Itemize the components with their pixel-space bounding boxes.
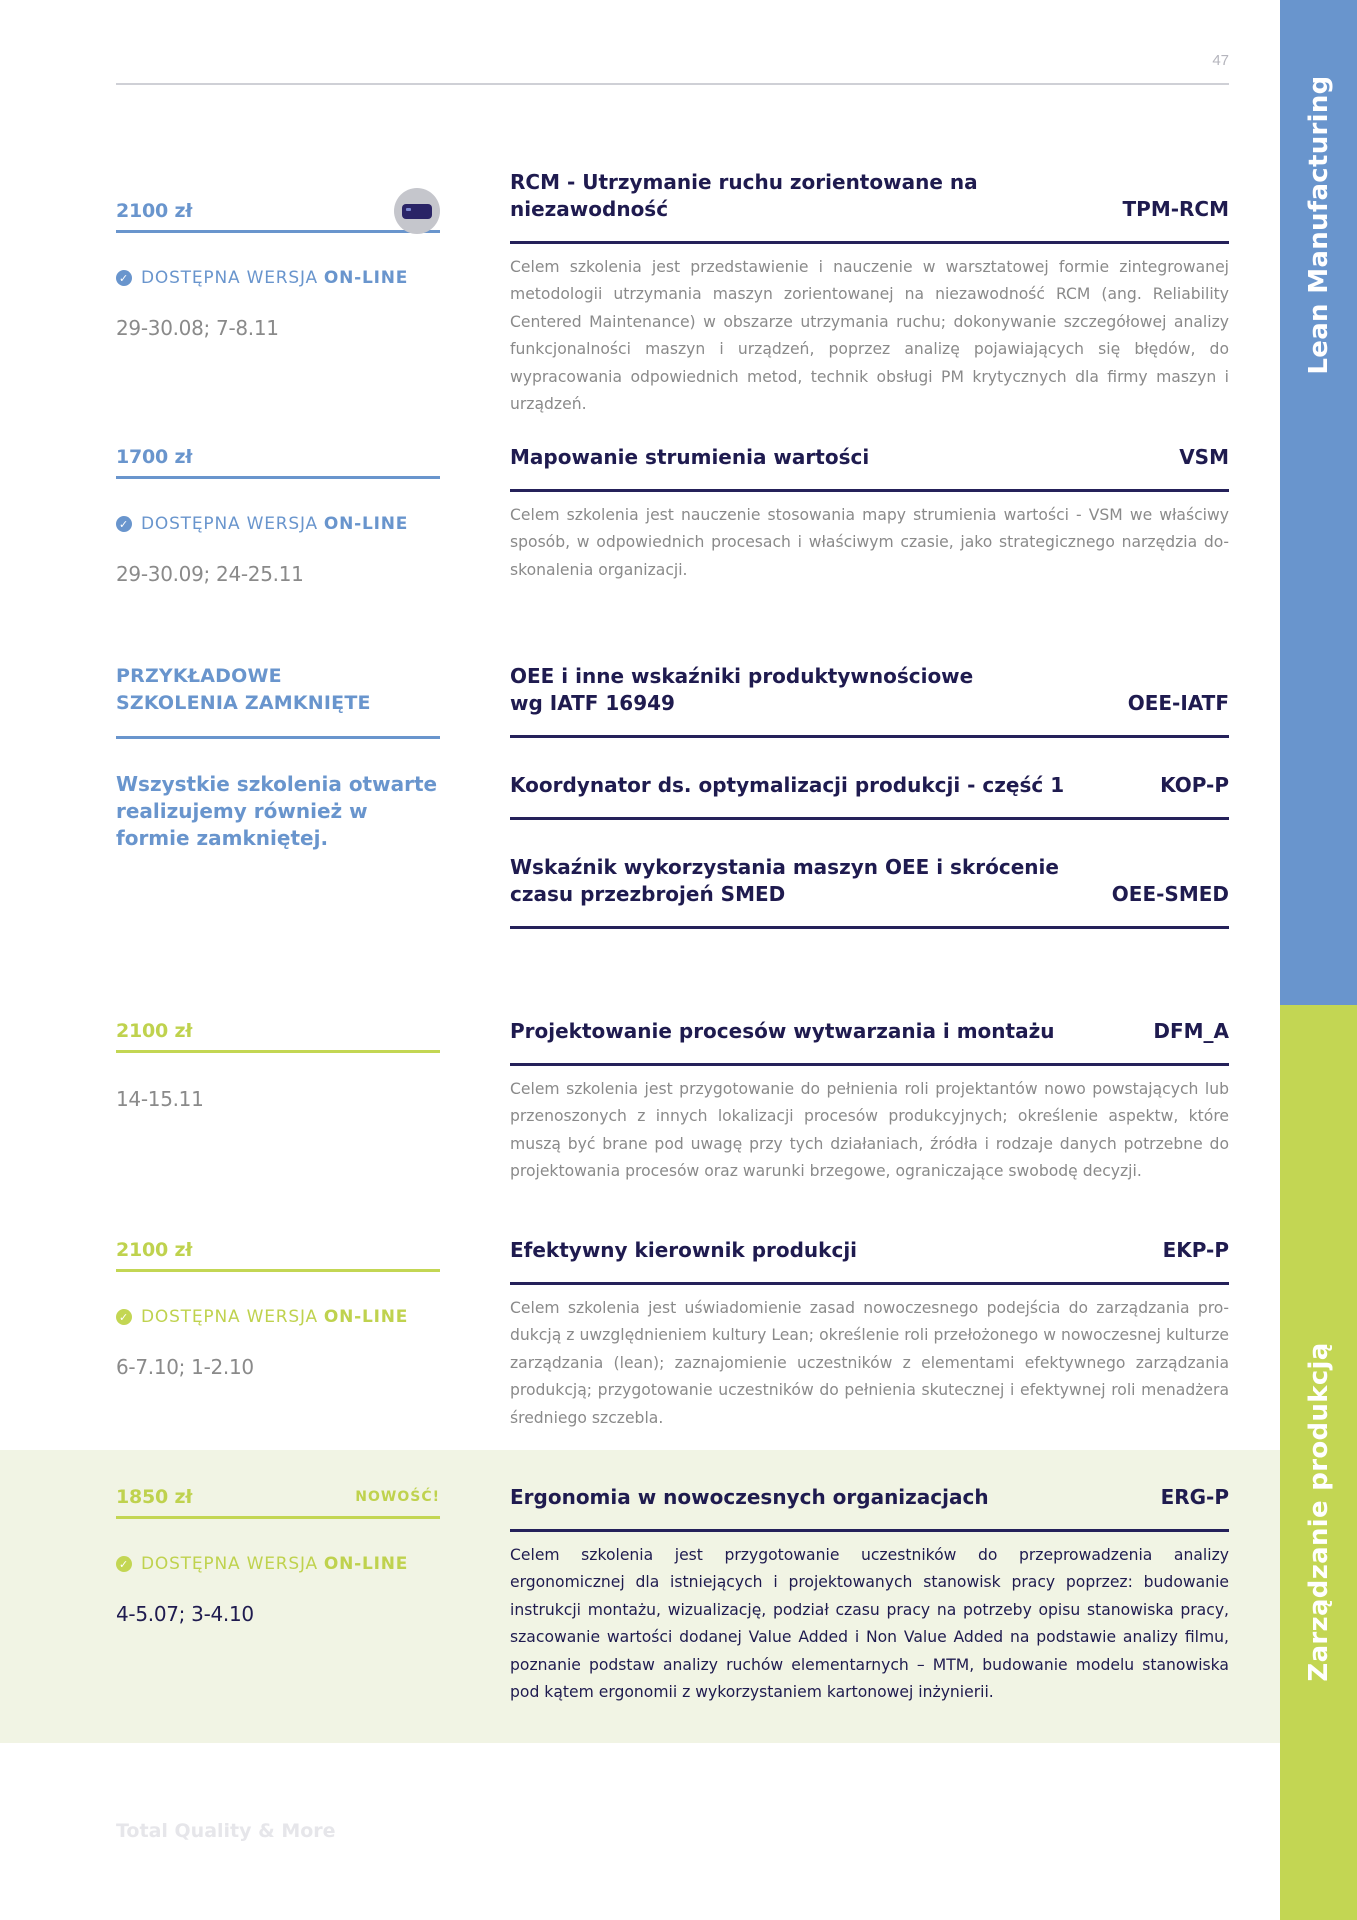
divider: [510, 489, 1229, 492]
course-dates: 29-30.09; 24-25.11: [116, 562, 304, 586]
course-meta-vsm: [116, 442, 440, 586]
divider: [116, 1050, 440, 1053]
divider: [116, 1269, 440, 1272]
course-dates: 6-7.10; 1-2.10: [116, 1355, 254, 1379]
closed-training-oee-iatf: [510, 663, 1229, 738]
course-code: TPM-RCM: [1122, 197, 1229, 221]
course-title: RCM - Utrzymanie ruchu zorientowane na niezawodność: [510, 170, 978, 221]
side-tab-lean: [1280, 0, 1357, 1005]
course-meta-dfm-a: [116, 1016, 440, 1111]
online-availability: [116, 268, 440, 288]
course-code: DFM_A: [1153, 1019, 1229, 1043]
page-number: 47: [1212, 52, 1229, 69]
side-tab-lean-label: Lean Manufacturing: [1303, 75, 1334, 375]
course-tpm-rcm: [510, 169, 1229, 418]
course-description: Celem szkolenia jest uświadomienie zasad nowoczesnego podejścia do zarządzania produkcją z uwzględnieniem kultury Lean; określenie roli przełożonego w nowoczesnej kulturze zarządzania (lean); zaznajomienie uczestników z elementami efektywnego zarządzania produkcją; przygotowanie uczestników do pełnienia skutecznej i efektywnej roli menadżera średniego szczebla.: [510, 1299, 1229, 1427]
course-dates: 29-30.08; 7-8.11: [116, 316, 279, 340]
course-description: Celem szkolenia jest przygotowanie do pełnienia roli projektantów nowo powstających lub przenoszonych z innych lokalizacji procesów produkcyjnych; określenie aspektw, które muszą być brane pod uwagę przy tych działaniach, źródła i rodzaje danych potrzebne do projektowania procesów oraz warunki brzegowe, ograniczające swobodę decyzji.: [510, 1080, 1229, 1181]
divider: [116, 736, 440, 739]
course-vsm: [510, 444, 1229, 584]
closed-heading-line1: PRZYKŁADOWE: [116, 665, 282, 687]
course-description: Celem szkolenia jest przedstawienie i nauczenie w warsztatowej formie zintegrowanej metodologii utrzymania maszyn zorientowanej na niezawodność RCM (ang. Reliability Centered Maintenance) w obszarze utrzymania ruchu; dokonywanie szczegółowej analizy funkcjonalności maszyn i urządzeń, poprzez analizę pojawiających się błędów, do wypracowania odpowiednich metod, technik obsługi PM krytycznych dla firmy maszyn i urządzeń.: [510, 258, 1229, 414]
online-label-strong: ON-LINE: [323, 1307, 409, 1327]
online-label-strong: ON-LINE: [323, 268, 409, 288]
online-label: DOSTĘPNA WERSJA: [141, 514, 318, 534]
online-label: DOSTĘPNA WERSJA: [141, 1307, 318, 1327]
course-description: Celem szkolenia jest przygotowanie uczestników do przeprowadzenia analizy ergonomicznej dla istniejących i projektowanych stanowisk pracy poprzez: budowanie instrukcji montażu, wizualizację, podział czasu pracy na potrzeby opisu stanowiska pracy, szacowanie wartości dodanej Value Added i Non Value Added na podstawie analizy filmu, poznanie podstaw analizy ruchów elementarnych – MTM, budowanie modelu stanowiska pod kątem ergonomii z wykorzystaniem kartonowej inżynierii.: [510, 1546, 1229, 1702]
closed-heading-line2: SZKOLENIA ZAMKNIĘTE: [116, 692, 371, 714]
course-title: Efektywny kierownik produkcji: [510, 1238, 858, 1262]
online-label-strong: ON-LINE: [323, 514, 409, 534]
course-title: Ergonomia w nowoczesnych organizacjach: [510, 1485, 989, 1509]
new-badge: NOWOŚĆ!: [355, 1489, 440, 1505]
closed-trainings-note: Wszystkie szkolenia otwarte realizujemy również w formie zamkniętej.: [116, 772, 438, 850]
course-code: ERG-P: [1160, 1485, 1229, 1509]
side-tab-production-label: Zarządzanie produkcją: [1303, 1342, 1334, 1682]
course-description: Celem szkolenia jest nauczenie stosowania mapy strumienia wartości - VSM we właściwy sposób, w odpowiednich procesach i właściwym czasie, jako strategicznego narzędzia doskonalenia organizacji.: [510, 506, 1229, 579]
side-tab-production: [1280, 1005, 1357, 1920]
check-circle-icon: ✓: [116, 1309, 132, 1325]
online-availability: [116, 1307, 440, 1327]
price: 1700 zł: [116, 446, 193, 468]
header-divider: [116, 83, 1229, 85]
divider: [510, 926, 1229, 929]
course-code: VSM: [1179, 445, 1229, 469]
online-label: DOSTĘPNA WERSJA: [141, 268, 318, 288]
course-meta-ekp-p: [116, 1235, 440, 1379]
course-meta-tpm-rcm: [116, 196, 440, 340]
divider: [510, 1529, 1229, 1532]
price: 2100 zł: [116, 1239, 193, 1261]
closed-training-title: OEE i inne wskaźniki produktywnościowe wg IATF 16949: [510, 664, 974, 715]
check-circle-icon: ✓: [116, 270, 132, 286]
course-meta-erg-p: [116, 1482, 440, 1626]
course-title: Projektowanie procesów wytwarzania i montażu: [510, 1019, 1055, 1043]
course-ekp-p: [510, 1237, 1229, 1432]
online-availability: [116, 514, 440, 534]
closed-training-code: OEE-SMED: [1111, 882, 1229, 906]
closed-training-kop-p: [510, 772, 1229, 820]
course-title: Mapowanie strumienia wartości: [510, 445, 870, 469]
online-label: DOSTĘPNA WERSJA: [141, 1554, 318, 1574]
course-dates: 14-15.11: [116, 1087, 204, 1111]
price: 2100 zł: [116, 1020, 193, 1042]
price: 2100 zł: [116, 200, 193, 222]
course-dates: 4-5.07; 3-4.10: [116, 1602, 254, 1626]
closed-trainings-heading: [116, 663, 440, 717]
divider: [510, 735, 1229, 738]
divider: [510, 241, 1229, 244]
online-label-strong: ON-LINE: [323, 1554, 409, 1574]
closed-training-code: OEE-IATF: [1127, 691, 1229, 715]
divider: [116, 1516, 440, 1519]
check-circle-icon: ✓: [116, 1556, 132, 1572]
vr-headset-icon: [394, 188, 440, 234]
course-dfm-a: [510, 1018, 1229, 1186]
closed-training-title: Wskaźnik wykorzystania maszyn OEE i skrócenie czasu przezbrojeń SMED: [510, 855, 1059, 906]
divider: [510, 1063, 1229, 1066]
price: 1850 zł: [116, 1486, 193, 1508]
course-erg-p: [510, 1484, 1229, 1706]
course-code: EKP-P: [1162, 1238, 1229, 1262]
online-availability: [116, 1554, 440, 1574]
divider: [116, 230, 440, 233]
closed-training-code: KOP-P: [1160, 773, 1229, 797]
divider: [116, 476, 440, 479]
footer-brand: Total Quality & More: [116, 1820, 336, 1842]
closed-training-oee-smed: [510, 854, 1229, 929]
check-circle-icon: ✓: [116, 516, 132, 532]
closed-training-title: Koordynator ds. optymalizacji produkcji - część 1: [510, 773, 1065, 797]
closed-trainings-info: [116, 663, 440, 852]
divider: [510, 817, 1229, 820]
divider: [510, 1282, 1229, 1285]
